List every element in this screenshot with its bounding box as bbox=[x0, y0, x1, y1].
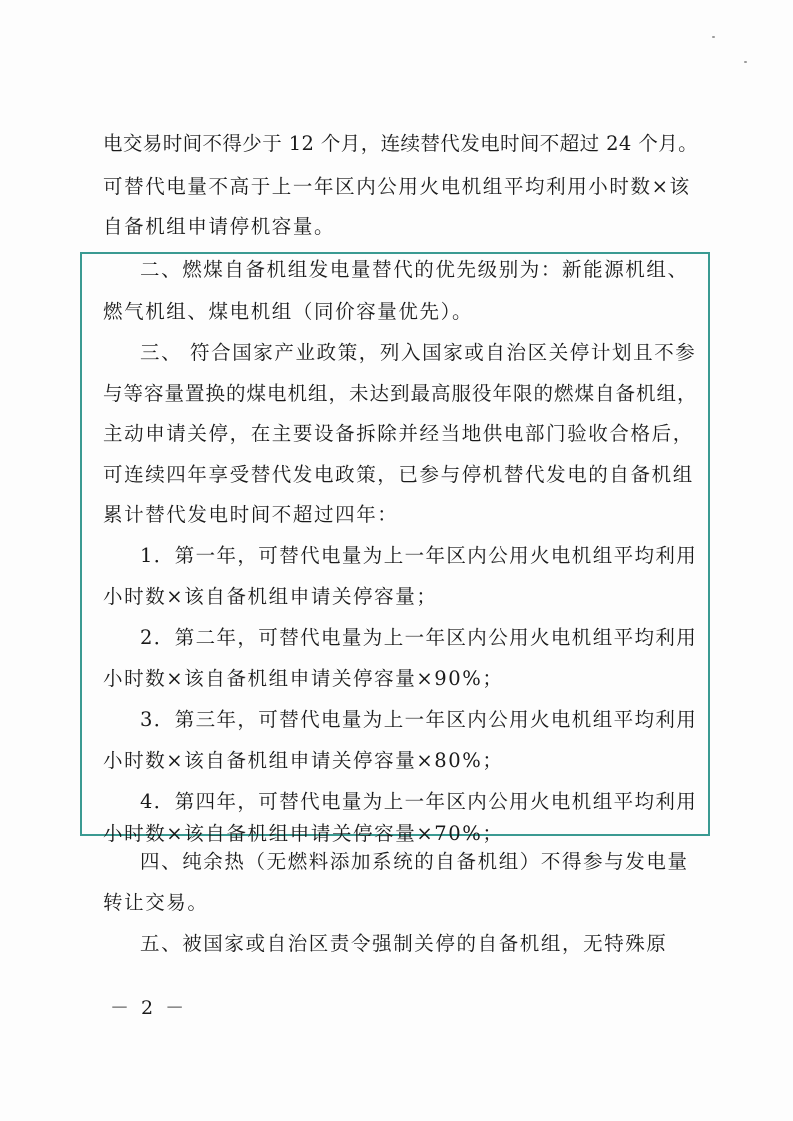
text-line: 可替代电量不高于上一年区内公用火电机组平均利用小时数×该 bbox=[103, 175, 691, 198]
text-line: 三、 符合国家产业政策，列入国家或自治区关停计划且不参 bbox=[140, 341, 697, 364]
list-item-line: 小时数×该自备机组申请关停容量×80%； bbox=[103, 749, 504, 772]
page-number: － 2 － bbox=[110, 997, 188, 1019]
list-item-line: 4．第四年，可替代电量为上一年区内公用火电机组平均利用 bbox=[140, 790, 698, 813]
list-item-line: 2．第二年，可替代电量为上一年区内公用火电机组平均利用 bbox=[140, 626, 698, 649]
list-item-line: 3．第三年，可替代电量为上一年区内公用火电机组平均利用 bbox=[140, 708, 698, 731]
text-line: 主动申请关停，在主要设备拆除并经当地供电部门验收合格后， bbox=[103, 422, 694, 445]
text-line: 自备机组申请停机容量。 bbox=[103, 215, 336, 238]
text-line: 电交易时间不得少于 12 个月，连续替代发电时间不超过 24 个月。 bbox=[103, 132, 699, 155]
list-item-line: 小时数×该自备机组申请关停容量×70%； bbox=[103, 822, 504, 845]
list-item-line: 小时数×该自备机组申请关停容量； bbox=[103, 585, 438, 608]
text-line: 燃气机组、煤电机组（同价容量优先）。 bbox=[103, 300, 474, 323]
text-line: 可连续四年享受替代发电政策，已参与停机替代发电的自备机组 bbox=[103, 463, 694, 486]
text-line: 二、燃煤自备机组发电量替代的优先级别为：新能源机组、 bbox=[140, 258, 689, 281]
list-item-line: 小时数×该自备机组申请关停容量×90%； bbox=[103, 667, 504, 690]
text-line: 四、纯余热（无燃料添加系统的自备机组）不得参与发电量 bbox=[140, 850, 689, 873]
scan-speck bbox=[744, 61, 747, 63]
text-line: 累计替代发电时间不超过四年： bbox=[103, 503, 399, 526]
list-item-line: 1．第一年，可替代电量为上一年区内公用火电机组平均利用 bbox=[140, 544, 698, 567]
text-line: 与等容量置换的煤电机组，未达到最高服役年限的燃煤自备机组， bbox=[103, 382, 698, 405]
text-line: 转让交易。 bbox=[103, 891, 209, 914]
scan-speck bbox=[712, 36, 715, 38]
text-line: 五、被国家或自治区责令强制关停的自备机组，无特殊原 bbox=[140, 932, 668, 955]
